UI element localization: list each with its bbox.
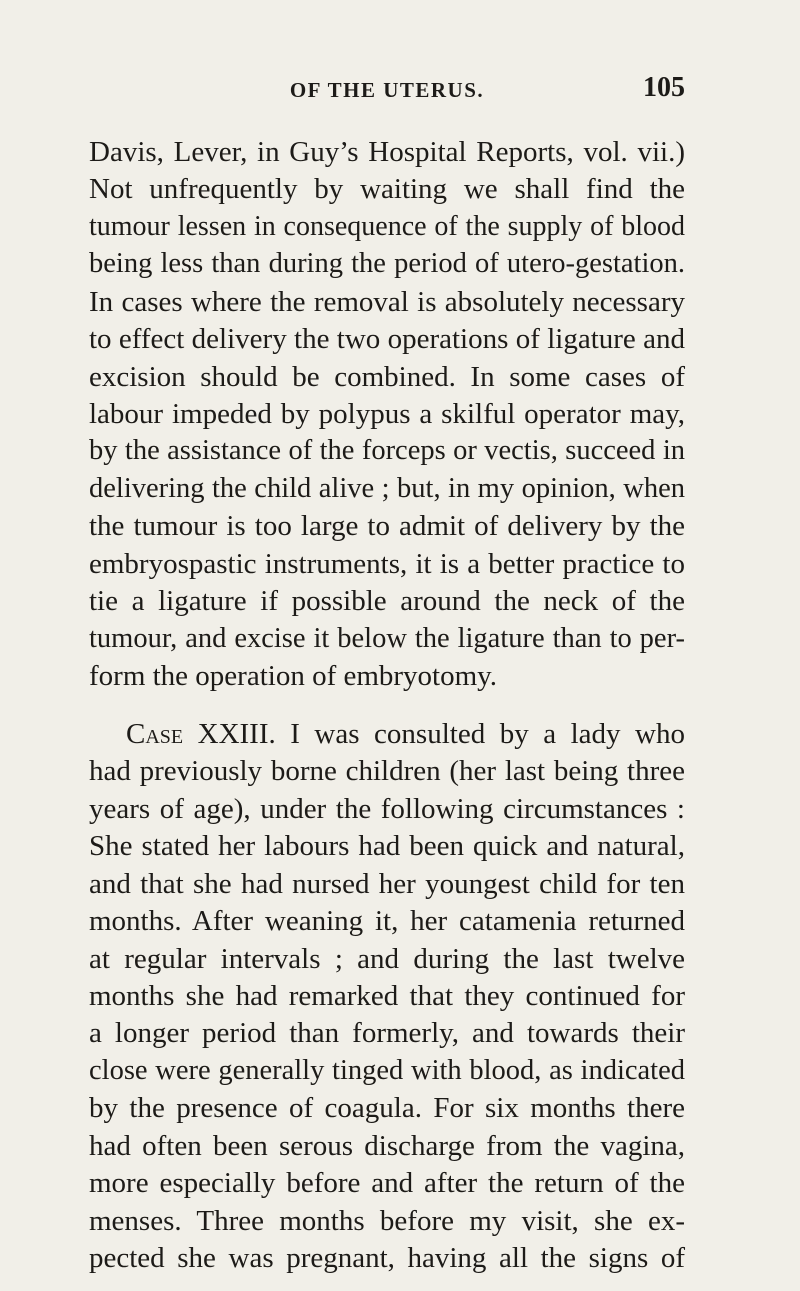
text-line: delivering the child alive ; but, in my opinion, when bbox=[89, 473, 685, 504]
text-line: embryospastic instruments, it is a better practice to bbox=[89, 548, 685, 580]
text-line: tie a ligature if possible around the neck of the bbox=[89, 585, 685, 617]
text-line: and that she had nursed her youngest child for ten bbox=[89, 868, 685, 900]
text-line: by the presence of coagula. For six months there bbox=[89, 1092, 685, 1124]
running-title: OF THE UTERUS. bbox=[289, 78, 485, 102]
case-first-line-text: I was consulted by a lady who bbox=[290, 718, 685, 750]
case-label: Case XXIII. bbox=[126, 718, 276, 750]
page-number: 105 bbox=[643, 72, 685, 103]
text-line: In cases where the removal is absolutely necessary bbox=[89, 286, 685, 318]
text-line: a longer period than formerly, and towards their bbox=[89, 1017, 685, 1049]
text-line: had often been serous discharge from the vagina, bbox=[89, 1130, 685, 1162]
text-line: menses. Three months before my visit, she ex- bbox=[89, 1205, 685, 1237]
text-line: Davis, Lever, in Guy’s Hospital Reports, vol. vii.) bbox=[89, 136, 685, 168]
text-line: months she had remarked that they continued for bbox=[89, 980, 685, 1012]
text-line: pected she was pregnant, having all the signs of bbox=[89, 1242, 685, 1274]
case-first-line bbox=[126, 715, 685, 753]
text-line: tumour, and excise it below the ligature than to per- bbox=[89, 623, 685, 654]
text-line: form the operation of embryotomy. bbox=[89, 660, 498, 692]
text-line: the tumour is too large to admit of delivery by the bbox=[89, 510, 685, 542]
text-line: more especially before and after the return of the bbox=[89, 1167, 685, 1199]
text-line: labour impeded by polypus a skilful operator may, bbox=[89, 398, 685, 430]
running-head bbox=[89, 72, 685, 112]
text-line: close were generally tinged with blood, as indicated bbox=[89, 1055, 685, 1086]
text-line: by the assistance of the forceps or vectis, succeed in bbox=[89, 435, 685, 466]
text-line: She stated her labours had been quick and natural, bbox=[89, 830, 685, 862]
text-line: months. After weaning it, her catamenia returned bbox=[89, 905, 685, 937]
text-line: tumour lessen in consequence of the supply of blood bbox=[89, 211, 685, 242]
text-line: at regular intervals ; and during the last twelve bbox=[89, 943, 685, 975]
text-line: had previously borne children (her last being three bbox=[89, 755, 685, 787]
text-line: excision should be combined. In some cases of bbox=[89, 361, 685, 393]
text-line: being less than during the period of utero-gestation. bbox=[89, 248, 685, 279]
text-line: to effect delivery the two operations of ligature and bbox=[89, 323, 685, 355]
text-line: years of age), under the following circumstances : bbox=[89, 793, 685, 825]
text-line: Not unfrequently by waiting we shall find the bbox=[89, 173, 685, 205]
